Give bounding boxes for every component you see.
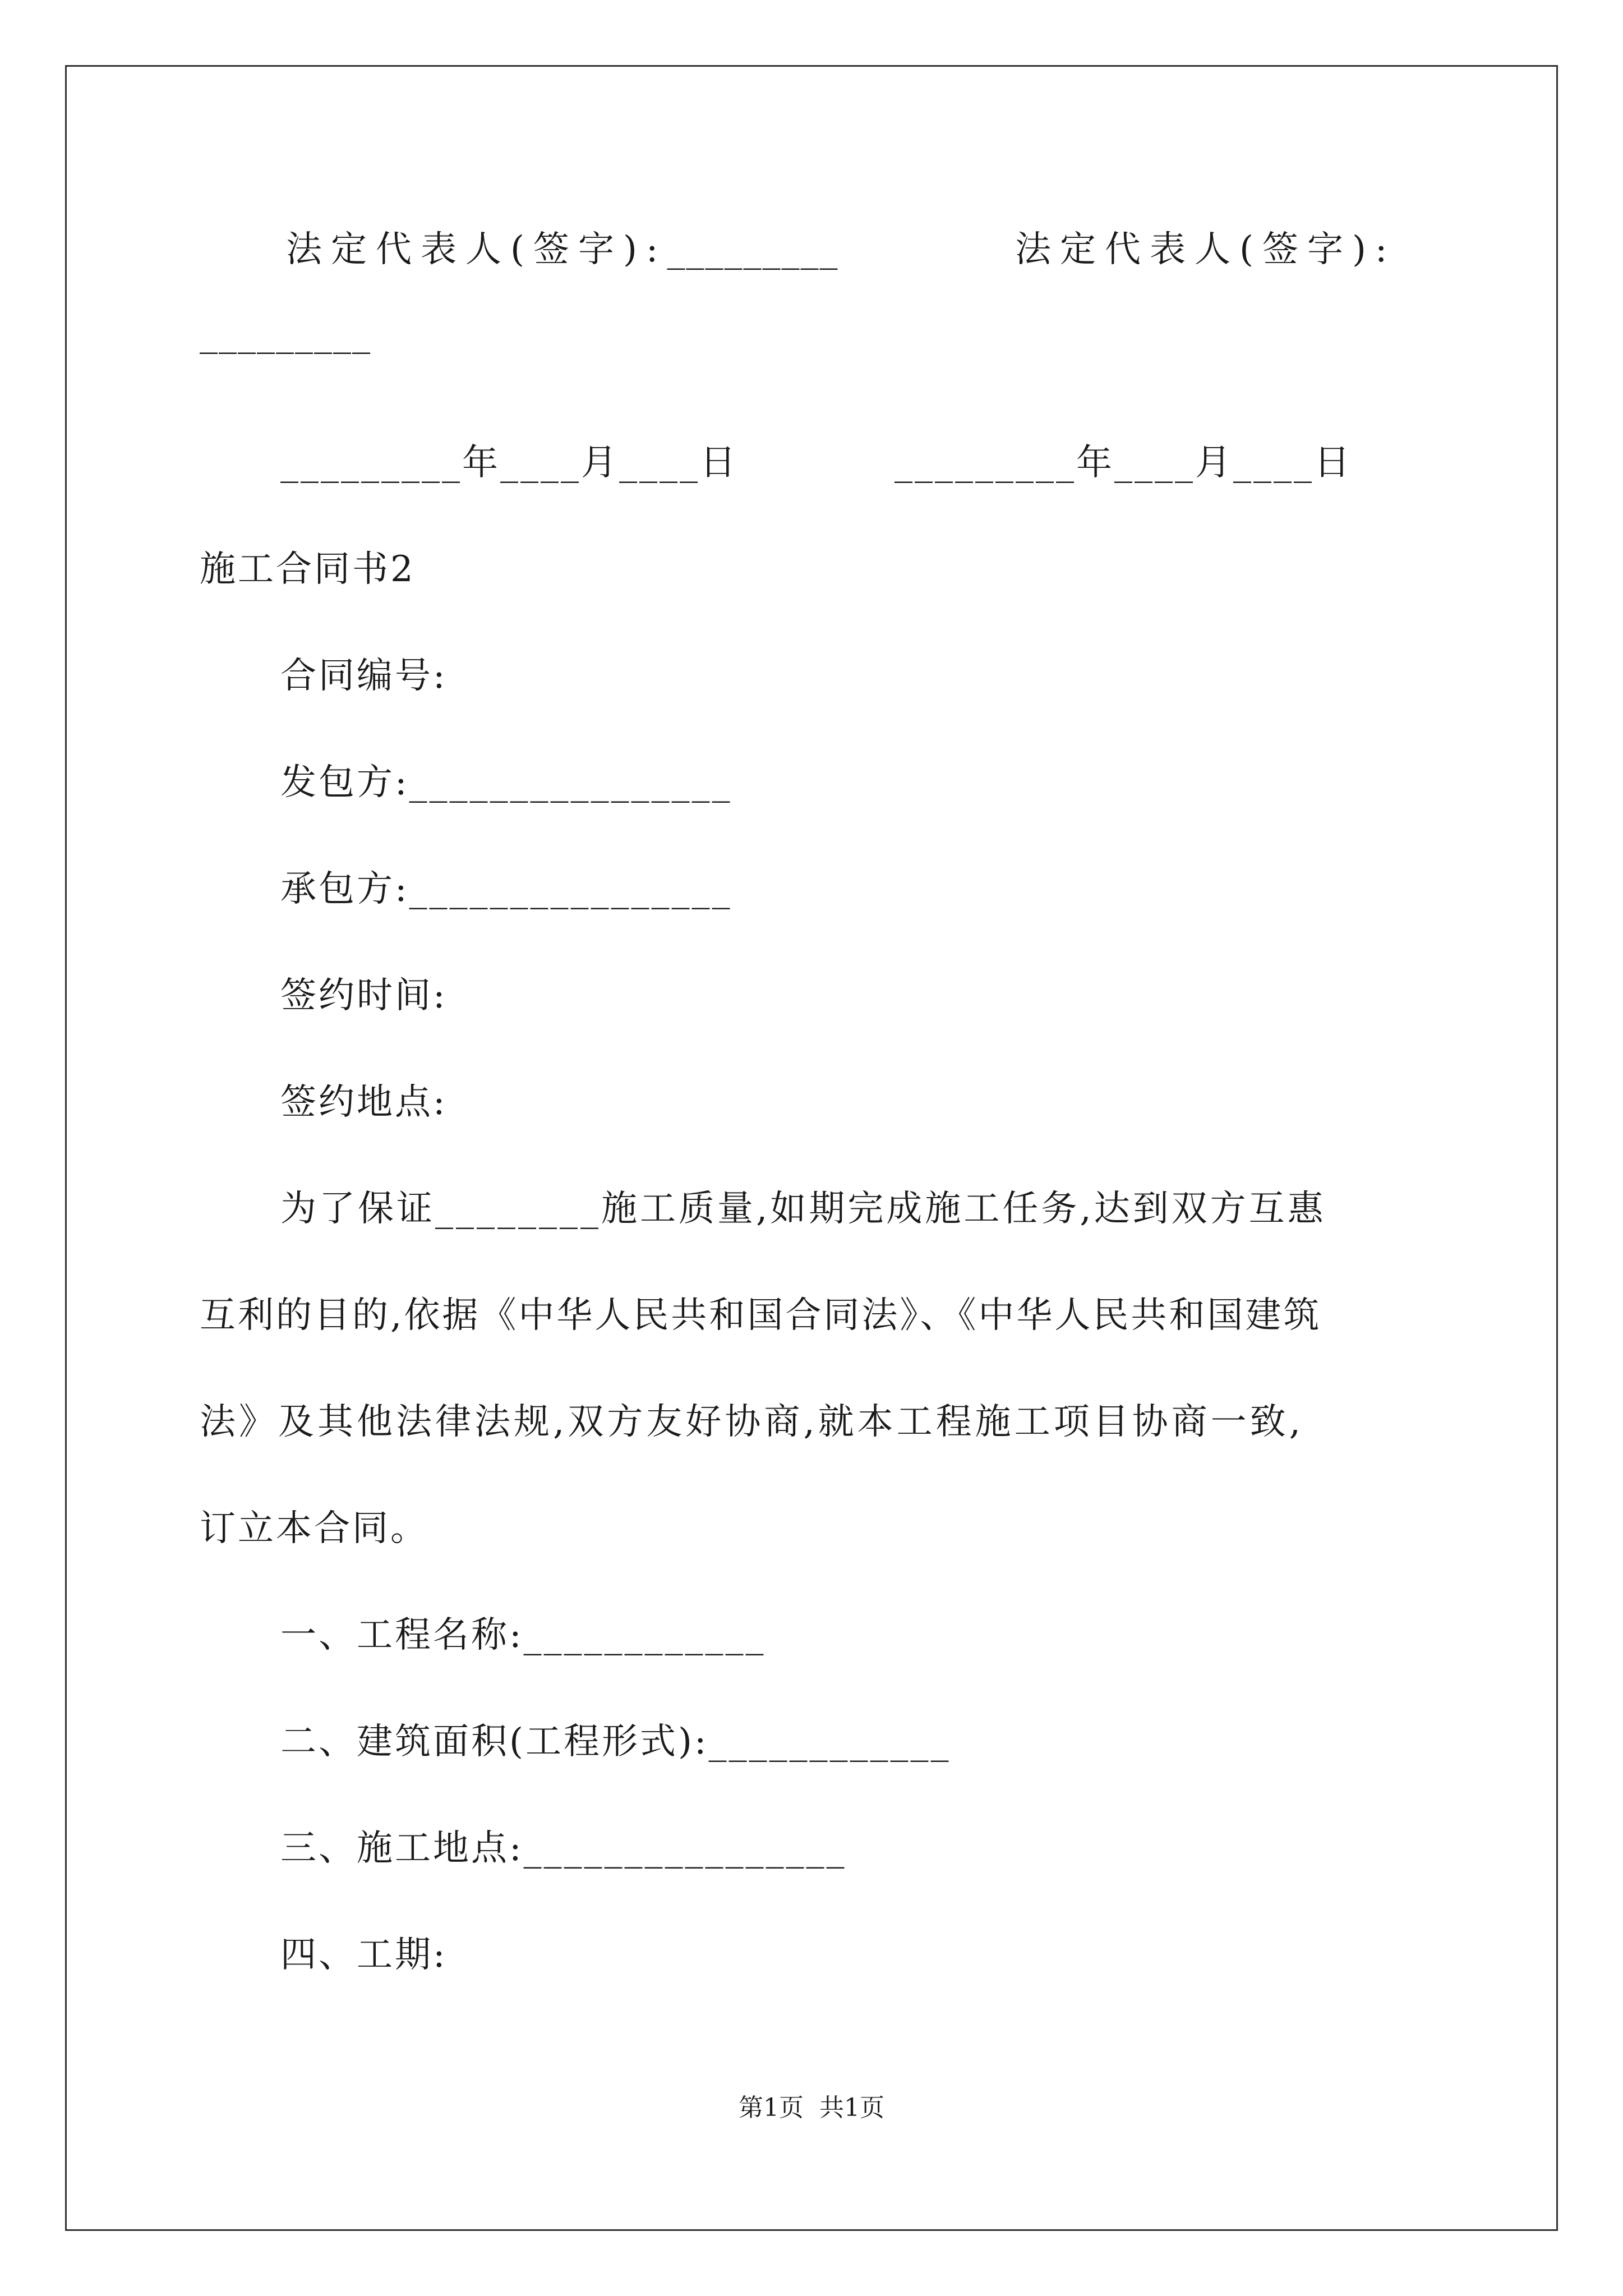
signature-right-label: 法定代表人(签字): [1015,229,1396,270]
field-employer: 发包方:________________ [280,762,732,803]
field-sign-place: 签约地点: [280,1082,448,1123]
clause-2: 二、建筑面积(工程形式):____________ [280,1721,951,1763]
page-footer: 第1页 共1页 [739,2093,884,2122]
section-title: 施工合同书2 [200,549,416,590]
date-left: _________年____月____日 [280,442,738,484]
signature-left-label [286,227,839,272]
preamble-line-4: 订立本合同。 [200,1508,428,1549]
clause-1: 一、工程名称:____________ [280,1614,766,1656]
preamble-line-1: 为了保证________施工质量,如期完成施工任务,达到双方互惠 [280,1188,1326,1230]
field-sign-time: 签约时间: [280,975,448,1016]
page-frame [65,65,1558,2231]
clause-4: 四、工期: [280,1934,448,1976]
clause-3: 三、施工地点:________________ [280,1828,847,1869]
signature-right-blank: _________ [200,313,371,355]
signature-left-blank: _________ [667,229,839,270]
date-right: _________年____月____日 [895,442,1352,484]
signature-left-label-text: 法定代表人(签字): [286,229,667,270]
preamble-line-3: 法》及其他法律法规,双方友好协商,就本工程施工项目协商一致, [200,1401,1304,1443]
preamble-line-2: 互利的目的,依据《中华人民共和国合同法》、《中华人民共和国建筑 [200,1295,1322,1336]
field-contract-no: 合同编号: [280,655,448,697]
field-contractor: 承包方:________________ [280,868,732,910]
